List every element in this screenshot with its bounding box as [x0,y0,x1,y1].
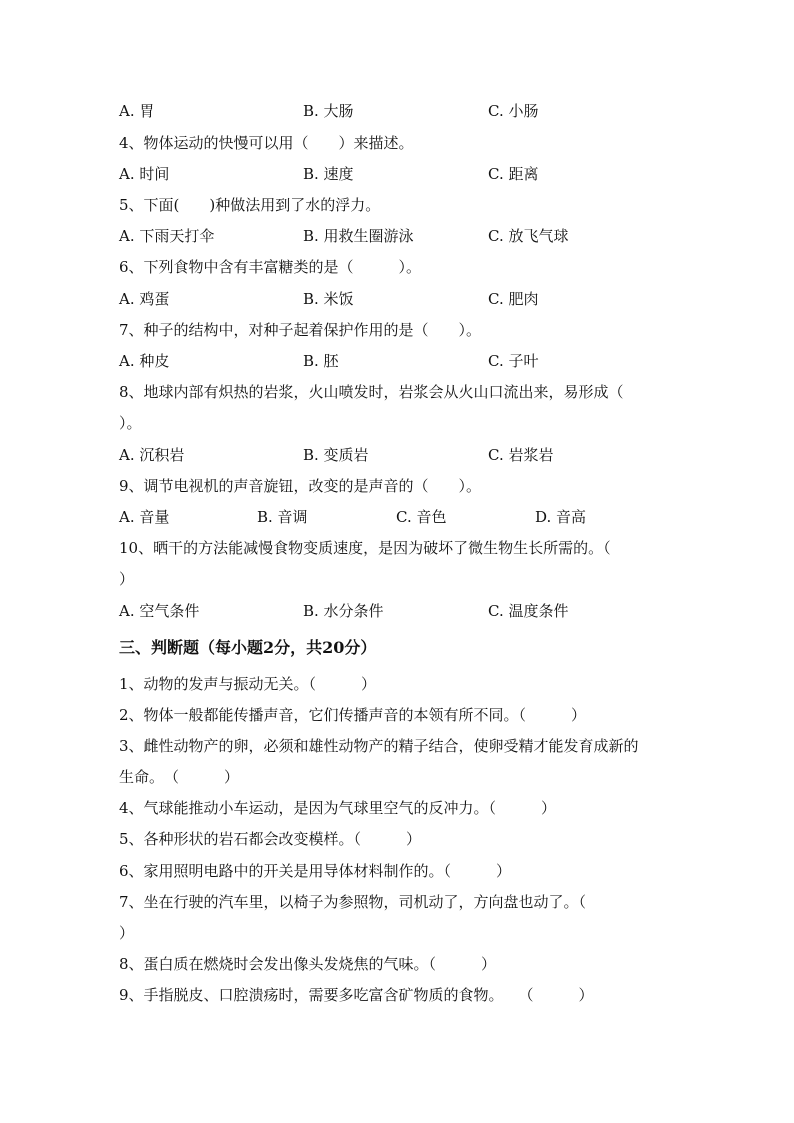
judge-item-1: 1、动物的发声与振动无关。（ ） [119,675,377,693]
q9-option-c: C. 音色 [396,508,447,526]
q6-option-a: A. 鸡蛋 [119,290,170,308]
judge-item-7-line-2: ） [119,924,135,942]
question-9: 9、调节电视机的声音旋钮，改变的是声音的（ ）。 [119,477,482,495]
judge-item-7-line-1: 7、坐在行驶的汽车里，以椅子为参照物，司机动了，方向盘也动了。（ [119,893,587,911]
question-5: 5、下面( )种做法用到了水的浮力。 [119,196,381,214]
q3-option-c: C. 小肠 [488,102,539,120]
q8-option-a: A. 沉积岩 [119,446,185,464]
question-8-line-2: ）。 [119,414,142,432]
q8-option-c: C. 岩浆岩 [488,446,554,464]
question-4: 4、物体运动的快慢可以用（ ）来描述。 [119,134,414,152]
q7-option-c: C. 子叶 [488,352,539,370]
section-3-heading: 三、判断题（每小题2分，共20分） [119,638,377,657]
judge-item-8: 8、蛋白质在燃烧时会发出像头发烧焦的气味。（ ） [119,955,497,973]
q6-option-c: C. 肥肉 [488,290,539,308]
question-8-line-1: 8、地球内部有炽热的岩浆，火山喷发时，岩浆会从火山口流出来，易形成（ [119,383,624,401]
q3-option-b: B. 大肠 [303,102,354,120]
q9-option-d: D. 音高 [535,508,587,526]
q6-option-b: B. 米饭 [303,290,354,308]
q9-option-b: B. 音调 [257,508,308,526]
judge-item-2: 2、物体一般都能传播声音，它们传播声音的本领有所不同。（ ） [119,706,587,724]
q7-option-b: B. 胚 [303,352,339,370]
question-10-line-1: 10、晒干的方法能减慢食物变质速度，是因为破坏了微生物生长所需的。（ [119,539,611,557]
q10-option-a: A. 空气条件 [119,602,200,620]
judge-item-3-line-2: 生命。 （ ） [119,768,240,786]
q8-option-b: B. 变质岩 [303,446,369,464]
judge-item-3-line-1: 3、雌性动物产的卵，必须和雄性动物产的精子结合，使卵受精才能发育成新的 [119,737,639,755]
q9-option-a: A. 音量 [119,508,170,526]
q4-option-c: C. 距离 [488,165,539,183]
q5-option-c: C. 放飞气球 [488,227,569,245]
judge-item-4: 4、气球能推动小车运动，是因为气球里空气的反冲力。（ ） [119,799,557,817]
judge-item-9: 9、手指脱皮、口腔溃疡时，需要多吃富含矿物质的食物。 （ ） [119,986,594,1004]
judge-item-6: 6、家用照明电路中的开关是用导体材料制作的。（ ） [119,862,512,880]
question-6: 6、下列食物中含有丰富糖类的是（ ）。 [119,258,422,276]
q3-option-a: A. 胃 [119,102,155,120]
question-10-line-2: ） [119,570,135,588]
q4-option-b: B. 速度 [303,165,354,183]
judge-item-5: 5、各种形状的岩石都会改变模样。（ ） [119,830,422,848]
q4-option-a: A. 时间 [119,165,170,183]
q7-option-a: A. 种皮 [119,352,170,370]
q5-option-a: A. 下雨天打伞 [119,227,215,245]
q10-option-c: C. 温度条件 [488,602,569,620]
question-7: 7、种子的结构中，对种子起着保护作用的是（ ）。 [119,321,482,339]
q5-option-b: B. 用救生圈游泳 [303,227,414,245]
q10-option-b: B. 水分条件 [303,602,384,620]
